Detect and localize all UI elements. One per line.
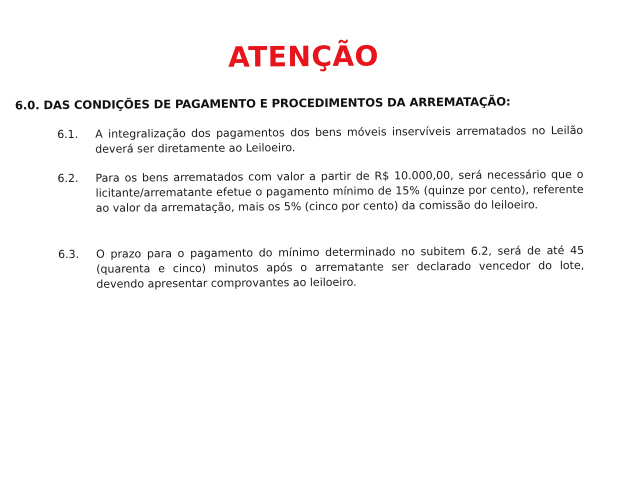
clause-text: A integralização dos pagamentos dos bens móveis inservíveis arrematados no Leilão deverá ser diretamente ao Leiloeiro. — [95, 123, 584, 156]
section-heading: 6.0. DAS CONDIÇÕES DE PAGAMENTO E PROCEDIMENTOS DA ARREMATAÇÃO: — [14, 94, 511, 113]
page-title: ATENÇÃO — [228, 39, 380, 74]
clause-6-2 — [57, 167, 584, 215]
clause-number: 6.1. — [57, 127, 79, 142]
clause-number: 6.2. — [57, 171, 79, 186]
clause-number: 6.3. — [58, 247, 80, 262]
clause-6-1 — [57, 123, 584, 156]
clause-6-3 — [58, 243, 585, 291]
clause-text: O prazo para o pagamento do mínimo determinado no subitem 6.2, será de até 45 (quarenta e cinco) minutos após o arrematante ser declarado vencedor do lote, devendo apresentar comprovantes ao leiloeiro. — [96, 243, 585, 291]
clause-text: Para os bens arrematados com valor a partir de R$ 10.000,00, será necessário que o licitante/arrematante efetue o pagamento mínimo de 15% (quinze por cento), referente ao valor da arrematação, mais os 5% (cinco por cento) da comissão do leiloeiro. — [95, 167, 584, 215]
